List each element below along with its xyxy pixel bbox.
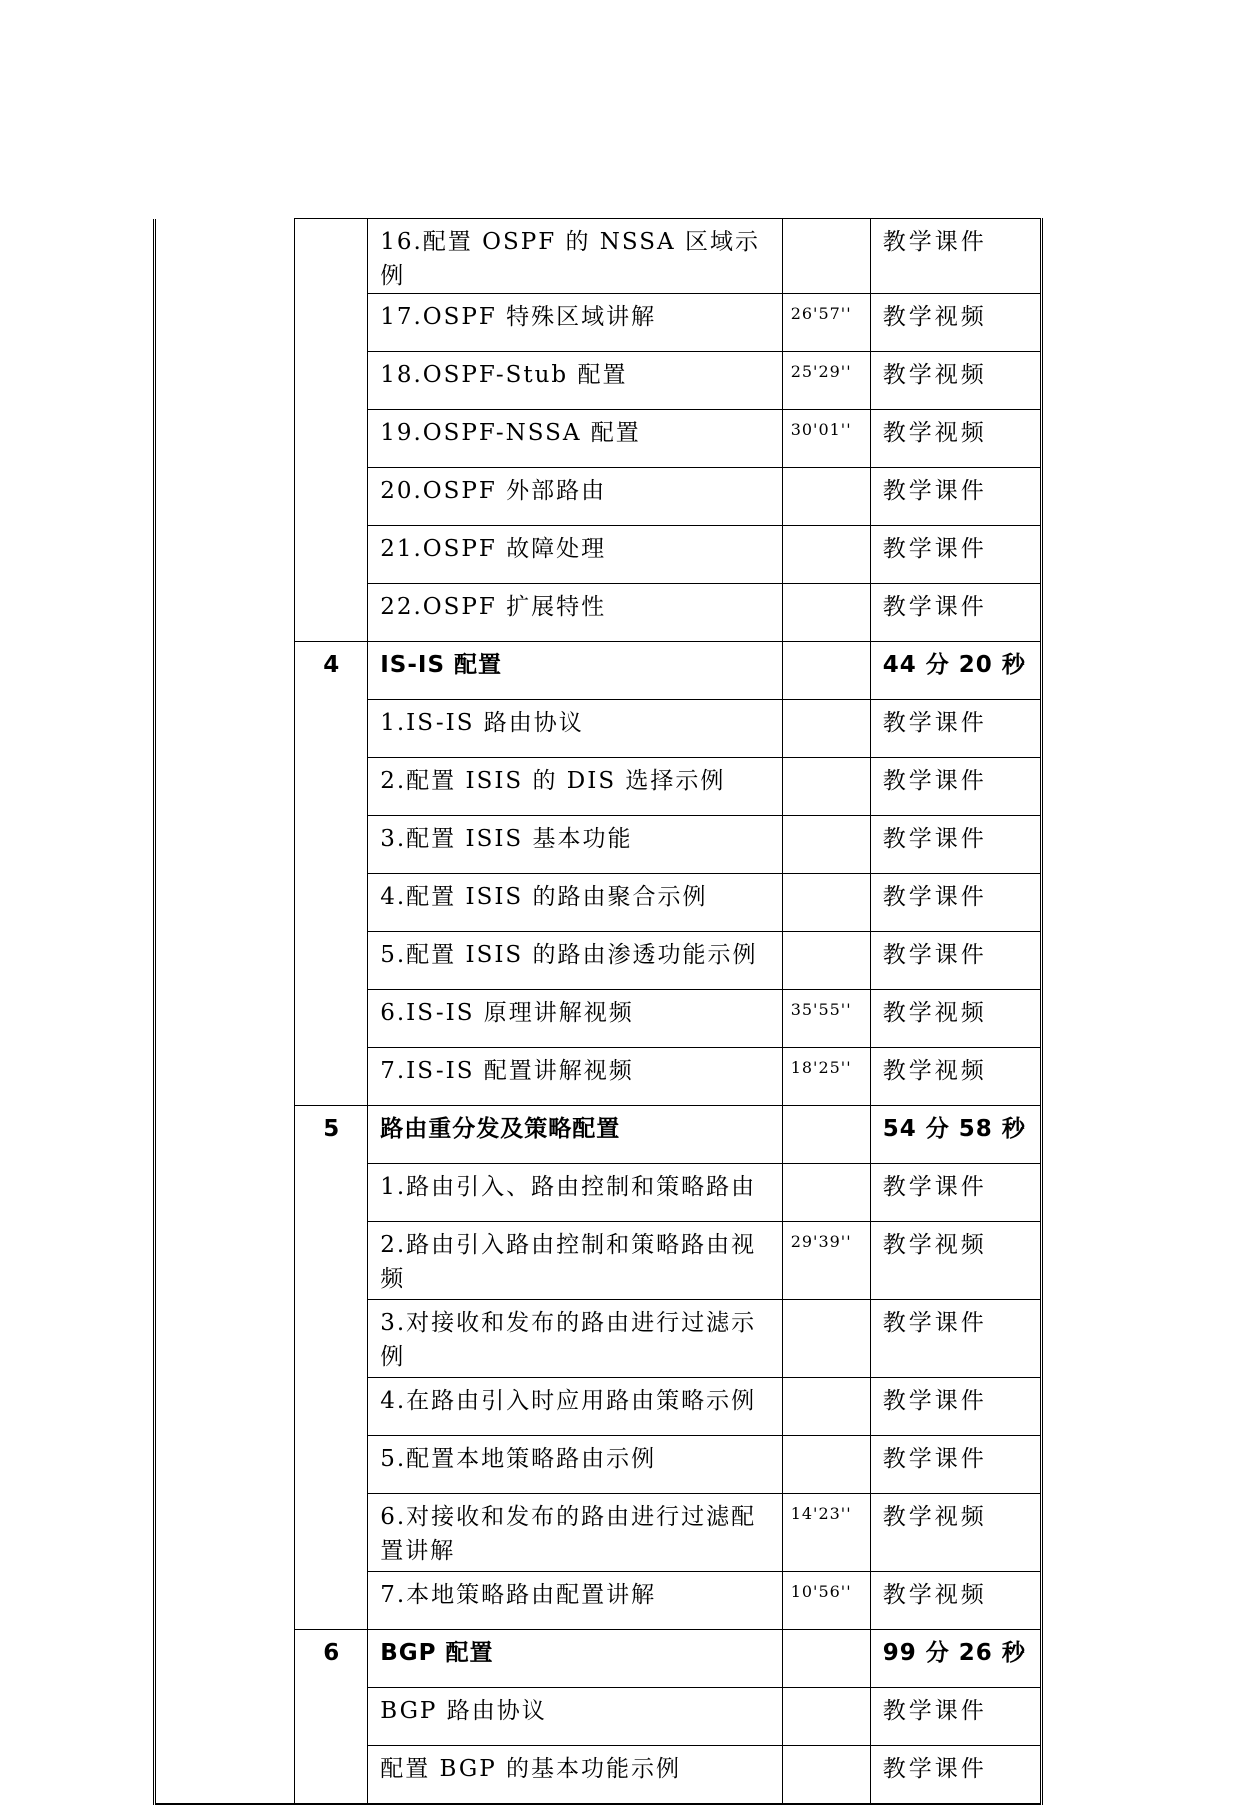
item-title: 6.对接收和发布的路由进行过滤配置讲解 (368, 1494, 782, 1572)
item-title: 5.配置 ISIS 的路由渗透功能示例 (368, 932, 782, 990)
item-duration: 35'55'' (782, 990, 870, 1048)
section-number-cell (295, 219, 368, 642)
item-resource-type: 教学视频 (870, 1572, 1041, 1630)
course-module-cell (155, 219, 295, 1805)
item-title: 3.配置 ISIS 基本功能 (368, 816, 782, 874)
item-duration (782, 526, 870, 584)
item-title: 配置 BGP 的基本功能示例 (368, 1746, 782, 1805)
item-duration (782, 1630, 870, 1688)
section-number: 6 (295, 1630, 368, 1805)
item-title: 21.OSPF 故障处理 (368, 526, 782, 584)
item-resource-type: 教学课件 (870, 1378, 1041, 1436)
item-duration (782, 219, 870, 294)
section-total-duration: 54 分 58 秒 (870, 1106, 1041, 1164)
item-duration: 30'01'' (782, 410, 870, 468)
item-resource-type: 教学视频 (870, 294, 1041, 352)
item-resource-type: 教学视频 (870, 1048, 1041, 1106)
item-duration (782, 700, 870, 758)
item-duration (782, 584, 870, 642)
item-title: BGP 路由协议 (368, 1688, 782, 1746)
item-duration: 29'39'' (782, 1222, 870, 1300)
item-duration (782, 1436, 870, 1494)
item-title: 7.IS-IS 配置讲解视频 (368, 1048, 782, 1106)
item-duration (782, 1164, 870, 1222)
item-title: 6.IS-IS 原理讲解视频 (368, 990, 782, 1048)
item-resource-type: 教学课件 (870, 1164, 1041, 1222)
item-resource-type: 教学课件 (870, 932, 1041, 990)
section-total-duration: 99 分 26 秒 (870, 1630, 1041, 1688)
section-title: IS-IS 配置 (368, 642, 782, 700)
item-resource-type: 教学课件 (870, 526, 1041, 584)
table-row (155, 219, 1042, 294)
item-title: 16.配置 OSPF 的 NSSA 区域示例 (368, 219, 782, 294)
item-resource-type: 教学课件 (870, 1746, 1041, 1805)
item-resource-type: 教学课件 (870, 584, 1041, 642)
section-title: 路由重分发及策略配置 (368, 1106, 782, 1164)
item-resource-type: 教学课件 (870, 816, 1041, 874)
item-resource-type: 教学课件 (870, 1436, 1041, 1494)
item-resource-type: 教学课件 (870, 874, 1041, 932)
item-resource-type: 教学课件 (870, 468, 1041, 526)
item-duration (782, 932, 870, 990)
item-resource-type: 教学视频 (870, 352, 1041, 410)
item-resource-type: 教学课件 (870, 700, 1041, 758)
item-title: 17.OSPF 特殊区域讲解 (368, 294, 782, 352)
item-duration (782, 642, 870, 700)
item-resource-type: 教学视频 (870, 1494, 1041, 1572)
item-resource-type: 教学课件 (870, 1688, 1041, 1746)
section-total-duration: 44 分 20 秒 (870, 642, 1041, 700)
item-resource-type: 教学课件 (870, 758, 1041, 816)
section-title: BGP 配置 (368, 1630, 782, 1688)
item-title: 1.IS-IS 路由协议 (368, 700, 782, 758)
item-title: 22.OSPF 扩展特性 (368, 584, 782, 642)
item-title: 20.OSPF 外部路由 (368, 468, 782, 526)
item-title: 2.路由引入路由控制和策略路由视频 (368, 1222, 782, 1300)
item-duration: 26'57'' (782, 294, 870, 352)
course-content-table (153, 218, 1043, 1805)
item-duration (782, 1688, 870, 1746)
item-title: 1.路由引入、路由控制和策略路由 (368, 1164, 782, 1222)
table-body (155, 219, 1042, 1805)
item-title: 3.对接收和发布的路由进行过滤示例 (368, 1300, 782, 1378)
item-duration (782, 816, 870, 874)
item-duration: 18'25'' (782, 1048, 870, 1106)
item-duration (782, 758, 870, 816)
item-title: 7.本地策略路由配置讲解 (368, 1572, 782, 1630)
item-title: 4.在路由引入时应用路由策略示例 (368, 1378, 782, 1436)
item-duration (782, 1106, 870, 1164)
item-duration (782, 1300, 870, 1378)
item-duration: 10'56'' (782, 1572, 870, 1630)
item-resource-type: 教学课件 (870, 219, 1041, 294)
section-number: 5 (295, 1106, 368, 1630)
section-number: 4 (295, 642, 368, 1106)
item-duration (782, 1746, 870, 1805)
item-title: 18.OSPF-Stub 配置 (368, 352, 782, 410)
item-title: 5.配置本地策略路由示例 (368, 1436, 782, 1494)
item-resource-type: 教学视频 (870, 410, 1041, 468)
item-duration (782, 1378, 870, 1436)
item-duration (782, 874, 870, 932)
item-resource-type: 教学课件 (870, 1300, 1041, 1378)
item-duration (782, 468, 870, 526)
item-resource-type: 教学视频 (870, 1222, 1041, 1300)
item-duration: 14'23'' (782, 1494, 870, 1572)
item-title: 2.配置 ISIS 的 DIS 选择示例 (368, 758, 782, 816)
item-duration: 25'29'' (782, 352, 870, 410)
item-title: 4.配置 ISIS 的路由聚合示例 (368, 874, 782, 932)
item-title: 19.OSPF-NSSA 配置 (368, 410, 782, 468)
item-resource-type: 教学视频 (870, 990, 1041, 1048)
